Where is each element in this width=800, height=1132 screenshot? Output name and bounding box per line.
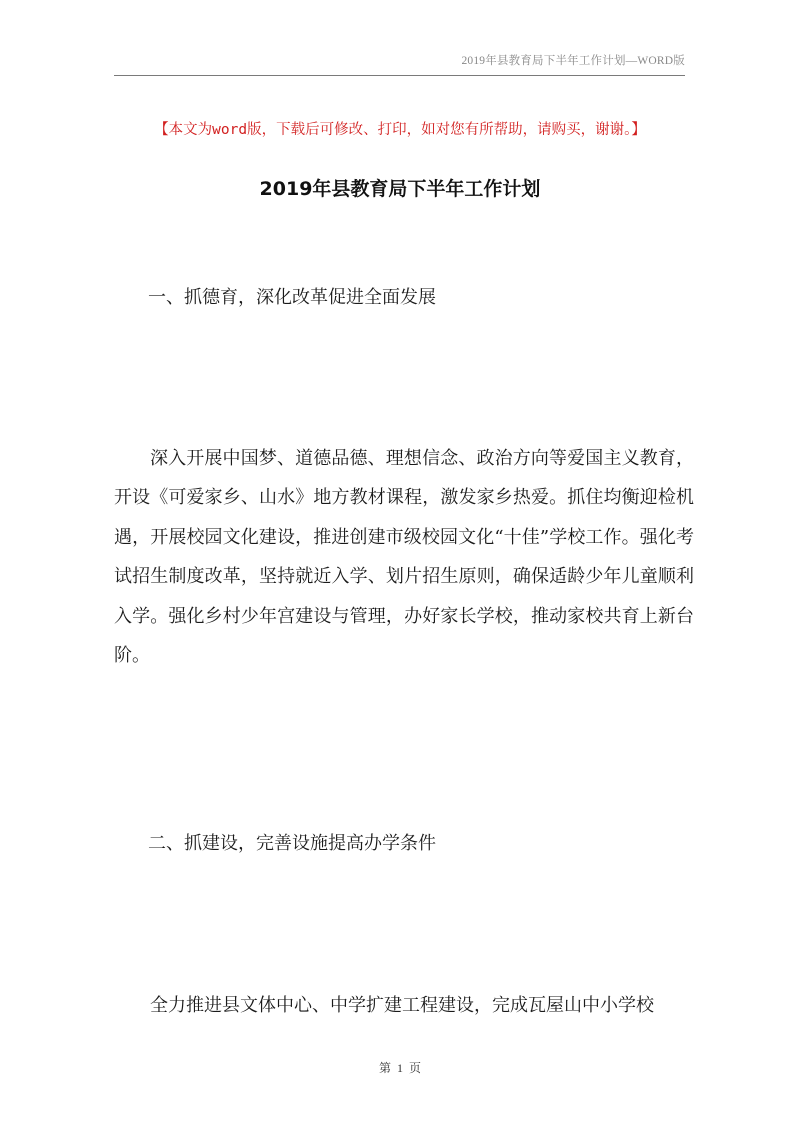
section-body-1: 深入开展中国梦、道德品德、理想信念、政治方向等爱国主义教育，开设《可爱家乡、山水》地方教材课程，激发家乡热爱。抓住均衡迎检机遇，开展校园文化建设，推进创建市级校园文化“十佳”学校工作。强化考试招生制度改革，坚持就近入学、划片招生原则，确保适龄少年儿童顺利入学。强化乡村少年宫建设与管理，办好家长学校，推动家校共育上新台阶。 bbox=[114, 448, 694, 667]
footer-page-number: 1 bbox=[397, 1061, 403, 1075]
page-footer bbox=[0, 1059, 800, 1076]
section-heading-1: 一、抓德育，深化改革促进全面发展 bbox=[148, 287, 436, 308]
running-header: 2019年县教育局下半年工作计划—WORD版 bbox=[461, 55, 685, 67]
document-title: 2019年县教育局下半年工作计划 bbox=[259, 178, 541, 200]
footer-suffix: 页 bbox=[409, 1061, 422, 1075]
header-rule bbox=[114, 75, 685, 76]
section-body-2: 全力推进县文体中心、中学扩建工程建设，完成瓦屋山中小学校 bbox=[150, 995, 654, 1016]
word-version-notice: 【本文为word版，下载后可修改、打印，如对您有所帮助，请购买，谢谢。】 bbox=[154, 122, 646, 138]
footer-prefix: 第 bbox=[378, 1061, 391, 1075]
section-heading-2: 二、抓建设，完善设施提高办学条件 bbox=[148, 833, 436, 854]
